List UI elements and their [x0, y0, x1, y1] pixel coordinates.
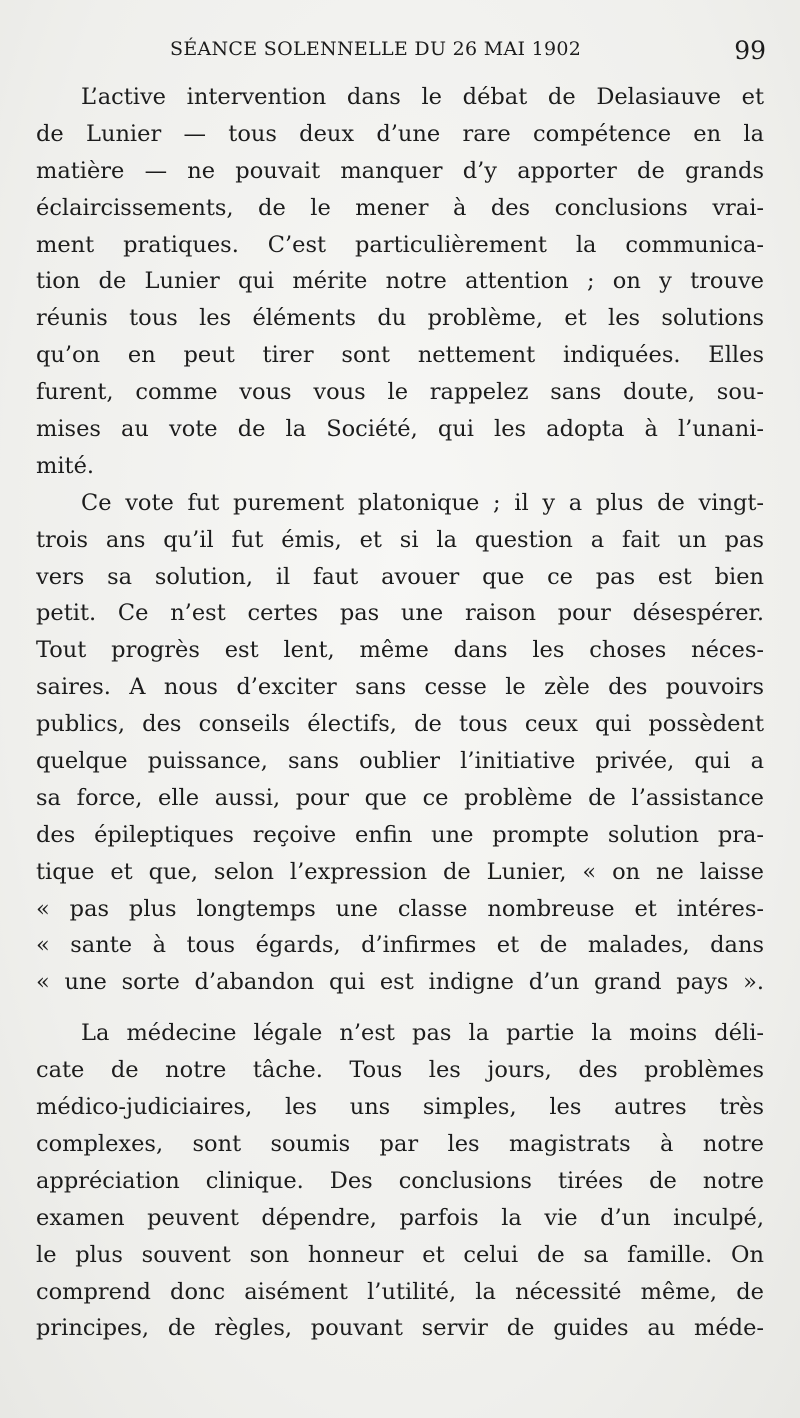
- text-line: tique et que, selon l’expression de Lunier, « on ne laisse: [36, 858, 764, 885]
- text-line: comprend donc aisément l’utilité, la nécessité même, de: [36, 1278, 764, 1305]
- text-line: réunis tous les éléments du problème, et les solutions: [36, 305, 764, 332]
- text-line: publics, des conseils électifs, de tous ceux qui possèdent: [36, 711, 764, 738]
- text-line: mité.: [36, 452, 95, 479]
- paragraph-2: [36, 485, 764, 1001]
- text-line: Ce vote fut purement platonique ; il y a plus de vingt-: [81, 489, 764, 516]
- paragraph-gap: [36, 1001, 764, 1015]
- text-line: matière — ne pouvait manquer d’y apporter de grands: [36, 157, 764, 184]
- text-line: furent, comme vous vous le rappelez sans doute, sou-: [36, 379, 764, 406]
- text-line: quelque puissance, sans oublier l’initiative privée, qui a: [36, 748, 764, 775]
- text-line: qu’on en peut tirer sont nettement indiquées. Elles: [36, 342, 764, 369]
- text-line: L’active intervention dans le débat de Delasiauve et: [81, 84, 764, 110]
- text-line: des épileptiques reçoive enfin une prompte solution pra-: [36, 821, 764, 848]
- text-line: vers sa solution, il faut avouer que ce pas est bien: [36, 563, 764, 590]
- text-line: « pas plus longtemps une classe nombreuse et intéres-: [36, 895, 764, 922]
- text-line: Tout progrès est lent, même dans les choses néces-: [36, 637, 764, 664]
- text-line: principes, de règles, pouvant servir de guides au méde-: [36, 1315, 764, 1342]
- text-line: La médecine légale n’est pas la partie la moins déli-: [81, 1020, 764, 1047]
- text-line: éclaircissements, de le mener à des conclusions vrai-: [36, 194, 764, 221]
- text-line: médico-judiciaires, les uns simples, les autres très: [36, 1094, 764, 1121]
- text-line: appréciation clinique. Des conclusions tirées de notre: [36, 1167, 764, 1194]
- page-number: 99: [734, 36, 766, 65]
- running-title: SÉANCE SOLENNELLE DU 26 MAI 1902: [170, 38, 582, 60]
- text-line: « sante à tous égards, d’infirmes et de malades, dans: [36, 932, 764, 959]
- text-line: cate de notre tâche. Tous les jours, des problèmes: [36, 1057, 764, 1084]
- text-line: de Lunier — tous deux d’une rare compétence en la: [36, 120, 764, 147]
- text-line: le plus souvent son honneur et celui de sa famille. On: [36, 1241, 764, 1268]
- text-line: tion de Lunier qui mérite notre attention ; on y trouve: [36, 268, 764, 295]
- text-line: petit. Ce n’est certes pas une raison pour désespérer.: [36, 600, 764, 627]
- paragraph-3: [36, 1015, 764, 1347]
- text-line: sa force, elle aussi, pour que ce problème de l’assistance: [36, 784, 764, 811]
- text-line: examen peuvent dépendre, parfois la vie d’un inculpé,: [36, 1204, 764, 1231]
- paragraph-1: [36, 79, 764, 485]
- text-line: saires. A nous d’exciter sans cesse le zèle des pouvoirs: [36, 674, 764, 701]
- text-line: « une sorte d’abandon qui est indigne d’un grand pays ».: [36, 969, 764, 996]
- running-head: [170, 36, 766, 68]
- body-text: [36, 79, 764, 1347]
- text-line: trois ans qu’il fut émis, et si la question a fait un pas: [36, 526, 764, 553]
- text-line: mises au vote de la Société, qui les adopta à l’unani-: [36, 416, 764, 443]
- text-line: ment pratiques. C’est particulièrement la communica-: [36, 231, 764, 258]
- text-line: complexes, sont soumis par les magistrats à notre: [36, 1130, 764, 1157]
